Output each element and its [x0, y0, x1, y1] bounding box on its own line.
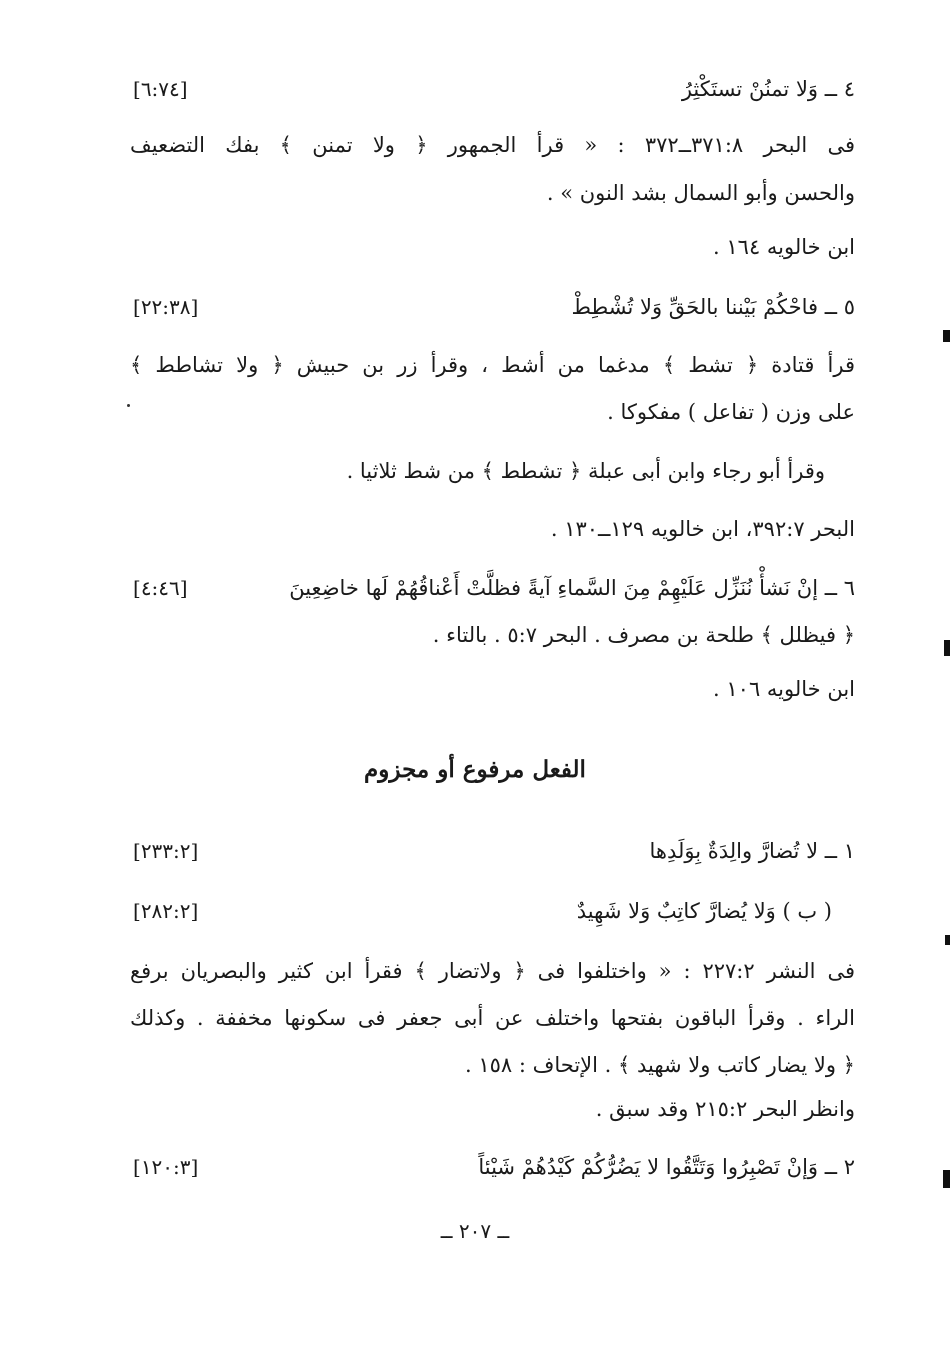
verse-reference: [١٢٠:٣] — [133, 1155, 199, 1179]
verse-line: ٤ ــ وَلا تمنُنْ تستَكْثِرُ — [681, 77, 855, 101]
commentary-line: ﴿ ولا يضار كاتب ولا شهيد ﴾ . الإتحاف : ١٥٨ . — [464, 1053, 855, 1077]
commentary-line: الراء . وقرأ الباقون بفتحها واختلف عن أبى جعفر فى سكونها مخففة . وكذلك — [130, 1006, 855, 1030]
verse-reference: [٢٢:٣٨] — [133, 295, 199, 319]
commentary-line: وقرأ أبو رجاء وابن أبى عبلة ﴿ تشطط ﴾ من شط ثلاثيا . — [346, 459, 825, 483]
scan-edge-mark — [945, 935, 950, 945]
commentary-line: قرأ قتادة ﴿ تشط ﴾ مدغما من أشط ، وقرأ زر بن حبيش ﴿ ولا تشاطط ﴾ — [130, 353, 855, 377]
verse-line: ٢ ــ وَإنْ تَصْبِرُوا وَتَتَّقُوا لا يَضُرُّكُمْ كَيْدُهُمْ شَيْئاً — [478, 1155, 855, 1179]
verse-reference: [٢٨٢:٢] — [133, 899, 199, 923]
citation-line: ابن خالويه ١٦٤ . — [713, 235, 855, 259]
commentary-line: والحسن وأبو السمال بشد النون » . — [546, 181, 855, 205]
page-number: ــ ٢٠٧ ــ — [440, 1219, 510, 1243]
commentary-line: على وزن ( تفاعل ) مفكوكا . — [607, 400, 855, 424]
commentary-line: ﴿ فيظلل ﴾ طلحة بن مصرف . البحر ٥:٧ . بالتاء . — [432, 623, 855, 647]
section-heading: الفعل مرفوع أو مجزوم — [364, 756, 586, 783]
verse-reference: [٢٣٣:٢] — [133, 839, 199, 863]
scan-edge-mark — [943, 1170, 950, 1188]
verse-reference: [٦:٧٤] — [133, 77, 188, 101]
scan-edge-mark — [943, 330, 950, 342]
verse-reference: [٤:٤٦] — [133, 576, 188, 600]
citation-line: ابن خالويه ١٠٦ . — [713, 677, 855, 701]
commentary-line: فى البحر ٣٧١:٨ــ٣٧٢ : « قرأ الجمهور ﴿ ولا تمنن ﴾ بفك التضعيف — [130, 133, 855, 157]
scan-edge-mark — [944, 640, 950, 656]
verse-line: ٥ ــ فاحْكُمْ بَيْننا بالحَقِّ وَلا تُشْطِطْ — [571, 295, 855, 319]
citation-line: البحر ٣٩٢:٧، ابن خالويه ١٢٩ــ١٣٠ . — [550, 517, 855, 541]
verse-line: ٦ ــ إنْ نَشأْ نُنَزِّل عَلَيْهِمْ مِنَ السَّماءِ آيةً فظلَّتْ أَعْناقُهُمْ لَها خاضِعِينَ — [289, 576, 855, 600]
verse-line: ( ب ) وَلا يُضارَّ كاتِبٌ وَلا شَهِيدٌ — [576, 899, 832, 923]
scan-speck — [127, 404, 130, 407]
commentary-line: وانظر البحر ٢١٥:٢ وقد سبق . — [595, 1097, 855, 1121]
verse-line: ١ ــ لا تُضارَّ والِدَةٌ بِوَلَدِها — [649, 839, 855, 863]
commentary-line: فى النشر ٢٢٧:٢ : « واختلفوا فى ﴿ ولاتضار ﴾ فقرأ ابن كثير والبصريان برفع — [130, 959, 855, 983]
